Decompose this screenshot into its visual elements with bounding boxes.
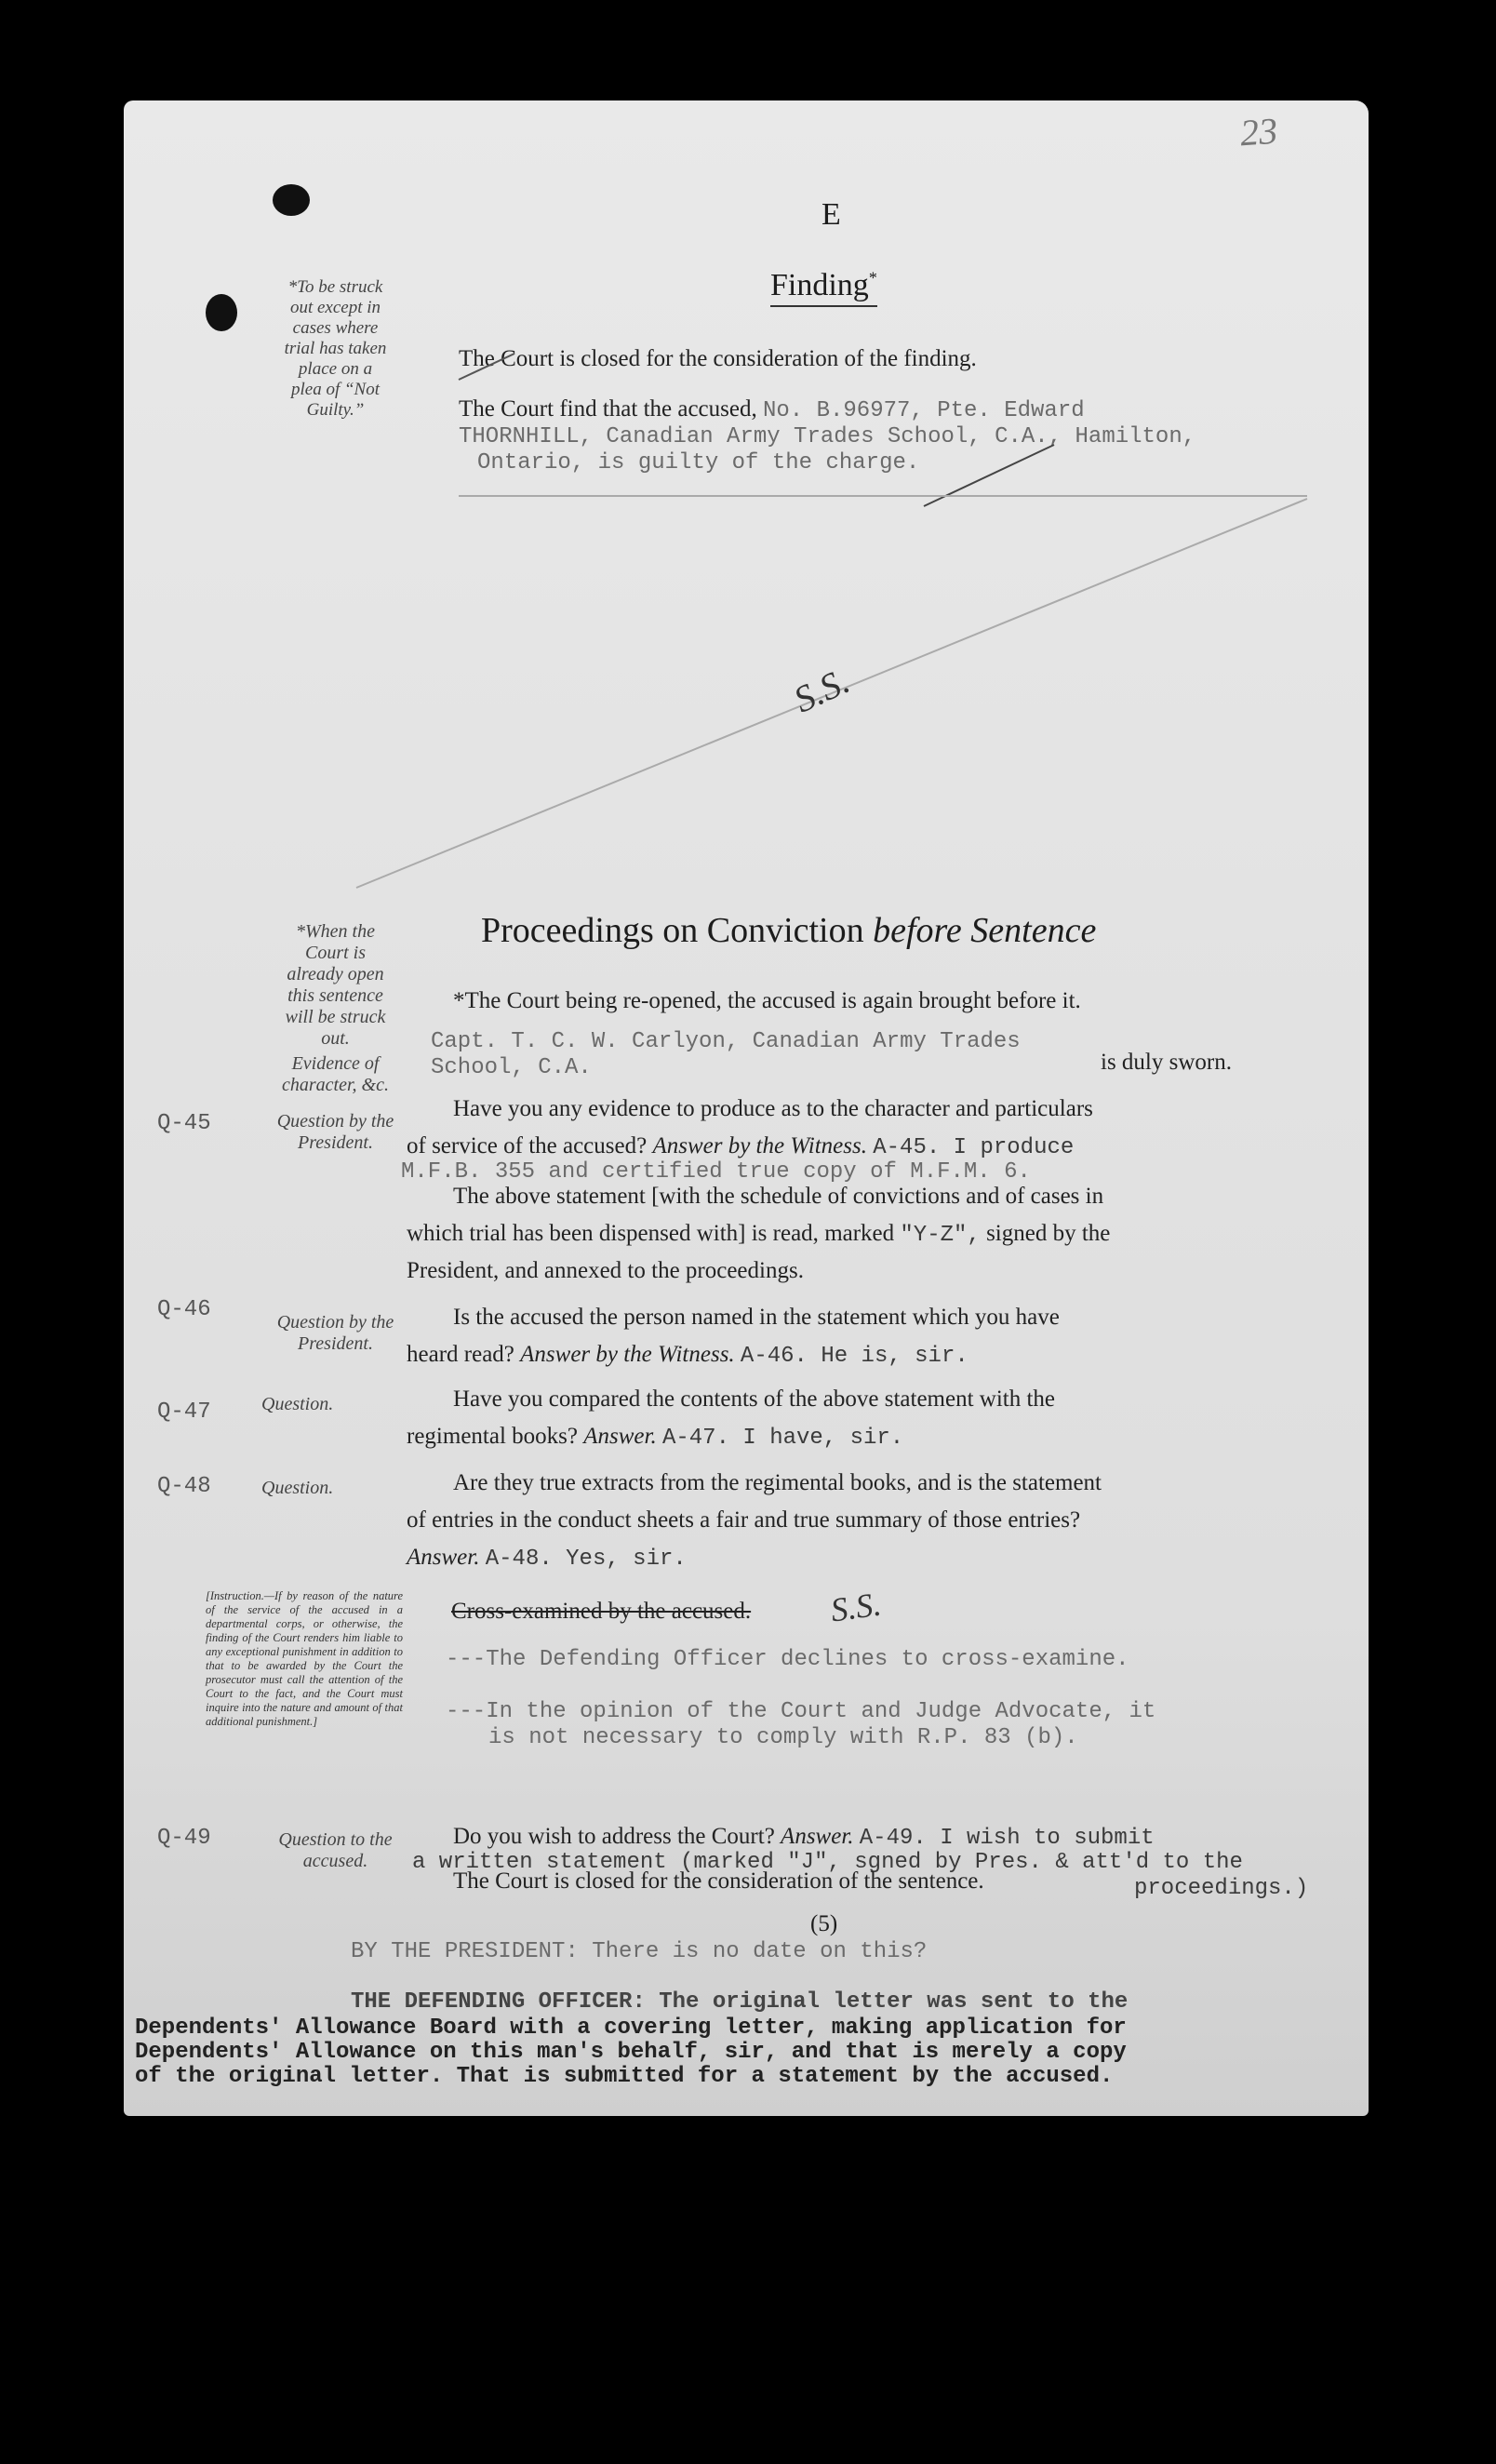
q45-line2-prefix: of service of the accused? [407, 1133, 648, 1158]
witness-typed-1: Capt. T. C. W. Carlyon, Canadian Army Trades [431, 1029, 1021, 1054]
cross-exam-typed-1: ---The Defending Officer declines to cross-examine. [446, 1647, 1129, 1672]
cross-exam-struck: Cross-examined by the accused. [451, 1599, 752, 1624]
finding-typed-1: No. B.96977, Pte. Edward [762, 398, 1085, 423]
note-line: President. [298, 1333, 373, 1354]
finding-closed-text: The Court is closed for the consideration of the finding. [459, 346, 977, 371]
finding-strike-lines [124, 100, 1369, 938]
question-label-45 [254, 1111, 417, 1154]
q45-typed-line: M.F.B. 355 and certified true copy of M.F.M. 6. [401, 1159, 1031, 1185]
q49-answer-typed: A-49. I wish to submit [859, 1826, 1155, 1851]
q47-answer-label: Answer. [583, 1424, 657, 1449]
question-code-47: Q-47 [157, 1399, 211, 1425]
q45-line1: Have you any evidence to produce as to the character and particulars [453, 1096, 1093, 1121]
q49-line1 [453, 1824, 1155, 1851]
proceedings-heading [481, 910, 1096, 951]
q46-answer-typed: A-46. He is, sir. [740, 1344, 968, 1369]
note-line: President. [298, 1132, 373, 1153]
statement-line2-typed: "Y-Z", [900, 1223, 981, 1248]
q45-line2 [407, 1133, 1074, 1160]
initials-mark-1: S.S. [787, 659, 856, 721]
statement-line2-mid: marked [824, 1221, 895, 1246]
q47-line2-prefix: regimental books? [407, 1424, 578, 1449]
officer-line-4: of the original letter. That is submitted for a statement by the accused. [135, 2064, 1114, 2089]
note-line: trial has taken [284, 339, 387, 358]
officer-line-2: Dependents' Allowance Board with a covering letter, making application for [135, 2015, 1127, 2041]
note-line: already open [287, 964, 384, 984]
president-line: BY THE PRESIDENT: There is no date on this? [351, 1939, 928, 1964]
note-line: out. [321, 1028, 350, 1049]
closed-sentence: The Court is closed for the consideration of the sentence. [453, 1868, 984, 1894]
q47-answer-typed: A-47. I have, sir. [661, 1426, 904, 1451]
q49-typed-line-1: a written statement (marked "J", sgned by Pres. & att'd to the [412, 1850, 1243, 1875]
corner-page-mark: 23 [1238, 109, 1279, 154]
note-line: Question by the [276, 1312, 394, 1332]
note-line: Question by the [276, 1111, 394, 1132]
note-line: place on a [298, 359, 373, 379]
q48-line1: Are they true extracts from the regimental books, and is the statement [453, 1470, 1102, 1495]
q46-line2 [407, 1342, 968, 1369]
statement-line3: President, and annexed to the proceedings. [407, 1258, 804, 1283]
q49-line1-prefix: Do you wish to address the Court? [453, 1824, 775, 1849]
q47-line1: Have you compared the contents of the above statement with the [453, 1386, 1056, 1412]
question-code-45: Q-45 [157, 1111, 211, 1136]
finding-typed-2: THORNHILL, Canadian Army Trades School, C.A., Hamilton, [459, 424, 1196, 449]
note-line: *To be struck [287, 277, 383, 297]
note-line: Court is [304, 943, 367, 963]
officer-line-1: THE DEFENDING OFFICER: The original letter was sent to the [351, 1989, 1129, 2015]
proceedings-heading-prefix: Proceedings on Conviction [481, 911, 864, 950]
note-line: Question to the [278, 1829, 393, 1850]
q49-typed-line-2: proceedings.) [1134, 1876, 1309, 1901]
note-line: will be struck [285, 1007, 386, 1027]
page-number: (5) [810, 1911, 838, 1936]
page-letter: E [821, 197, 841, 232]
note-line: Evidence of [291, 1053, 380, 1074]
note-line: accused. [302, 1851, 368, 1871]
note-line: character, &c. [282, 1075, 389, 1095]
finding-asterisk: * [868, 268, 877, 288]
q48-answer-label: Answer. [407, 1545, 480, 1570]
q45-answer-label: Answer by the Witness. [652, 1133, 867, 1158]
proceedings-margin-note [254, 921, 417, 1096]
witness-typed-2: School, C.A. [431, 1055, 592, 1080]
reopened-text: *The Court being re-opened, the accused is again brought before it. [453, 988, 1081, 1013]
cross-exam-typed-2b: is not necessary to comply with R.P. 83 (b). [488, 1725, 1078, 1750]
question-code-46: Q-46 [157, 1297, 211, 1322]
note-line: plea of “Not [290, 380, 380, 399]
note-line: Guilty.” [306, 400, 365, 420]
note-line: *When the [296, 921, 375, 942]
note-line: Question. [261, 1478, 334, 1498]
instruction-note: [Instruction.—If by reason of the nature of the service of the accused in a departmental corps, or otherwise, the finding of the Court renders him liable to any exceptional punishment in addition to that to be awarded by the Court the prosecutor must call the attention of the Court to the fact, and the Court must inquire into the nature and amount of that additional punishment.] [206, 1589, 403, 1728]
q49-answer-label: Answer. [781, 1824, 854, 1849]
document-page [124, 100, 1369, 2116]
question-code-48: Q-48 [157, 1474, 211, 1499]
statement-line1: The above statement [with the schedule of convictions and of cases in [453, 1184, 1104, 1209]
question-label-48 [254, 1478, 424, 1499]
q48-answer-typed: A-48. Yes, sir. [485, 1547, 687, 1572]
finding-typed-3: Ontario, is guilty of the charge. [477, 450, 920, 475]
note-line: out except in [289, 298, 381, 317]
cross-exam-typed-2a: ---In the opinion of the Court and Judge Advocate, it [446, 1699, 1156, 1724]
note-line: Question. [261, 1394, 334, 1414]
q48-line3 [407, 1545, 687, 1572]
finding-heading-text: Finding [770, 268, 869, 302]
q46-line1: Is the accused the person named in the statement which you have [453, 1305, 1060, 1330]
note-line: this sentence [287, 985, 383, 1006]
note-line: cases where [292, 318, 379, 338]
statement-line2-prefix: which trial has been dispensed with] is read, [407, 1221, 819, 1246]
q46-line2-prefix: heard read? [407, 1342, 514, 1367]
question-label-46 [254, 1312, 417, 1355]
q45-answer-typed: A-45. I produce [873, 1135, 1075, 1160]
question-label-47 [254, 1394, 424, 1415]
q46-answer-label: Answer by the Witness. [520, 1342, 735, 1367]
q47-line2 [407, 1424, 903, 1451]
statement-line2 [407, 1221, 1110, 1248]
statement-line2-suffix: signed by the [986, 1221, 1111, 1246]
finding-find-prefix: The Court find that the accused, [459, 396, 757, 422]
question-code-49: Q-49 [157, 1826, 211, 1851]
officer-line-3: Dependents' Allowance on this man's behalf, sir, and that is merely a copy [135, 2040, 1127, 2065]
q48-line2: of entries in the conduct sheets a fair and true summary of those entries? [407, 1507, 1081, 1533]
question-label-49 [254, 1829, 417, 1872]
proceedings-heading-italic: before Sentence [873, 911, 1097, 950]
duly-sworn: is duly sworn. [1101, 1050, 1232, 1075]
cross-exam-initials: S.S. [828, 1585, 884, 1629]
